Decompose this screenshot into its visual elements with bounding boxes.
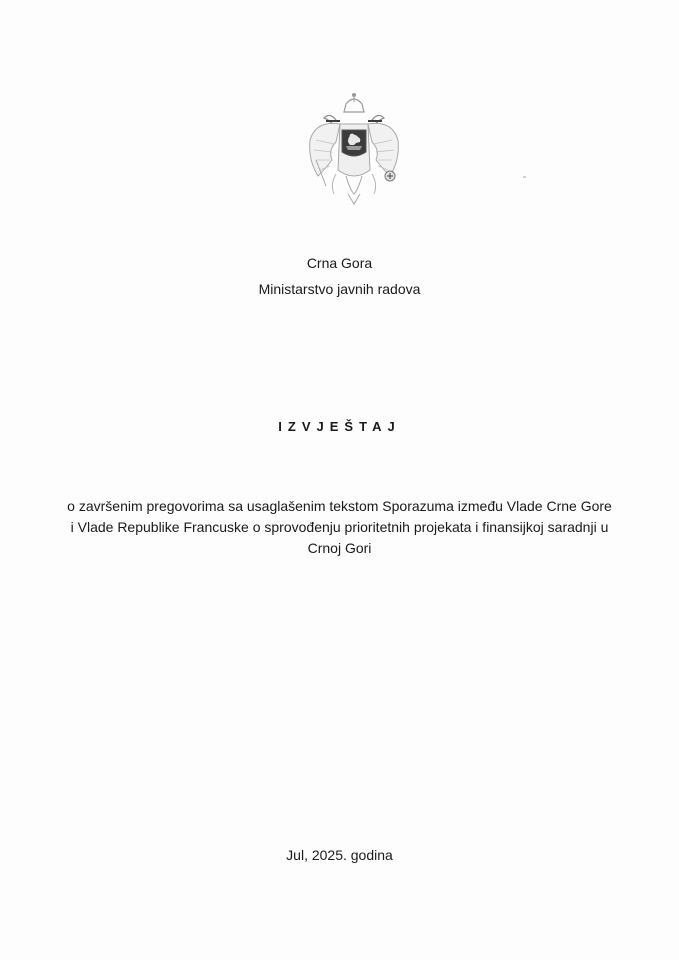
document-date: Jul, 2025. godina xyxy=(286,847,393,863)
coat-of-arms-icon xyxy=(306,90,402,208)
subject-line: i Vlade Republike Francuske o sprovođenju prioritetnih projekata i finansijkoj saradnji u xyxy=(70,519,609,535)
country-name: Crna Gora xyxy=(306,255,373,271)
ministry-name: Ministarstvo javnih radova xyxy=(258,281,421,297)
document-title: IZVJEŠTAJ xyxy=(278,419,401,434)
subject-line: o završenim pregovorima sa usaglašenim tekstom Sporazuma između Vlade Crne Gore xyxy=(67,498,612,514)
scan-artifact xyxy=(523,176,526,178)
document-subject xyxy=(40,496,639,559)
subject-line: Crnoj Gori xyxy=(307,540,372,556)
